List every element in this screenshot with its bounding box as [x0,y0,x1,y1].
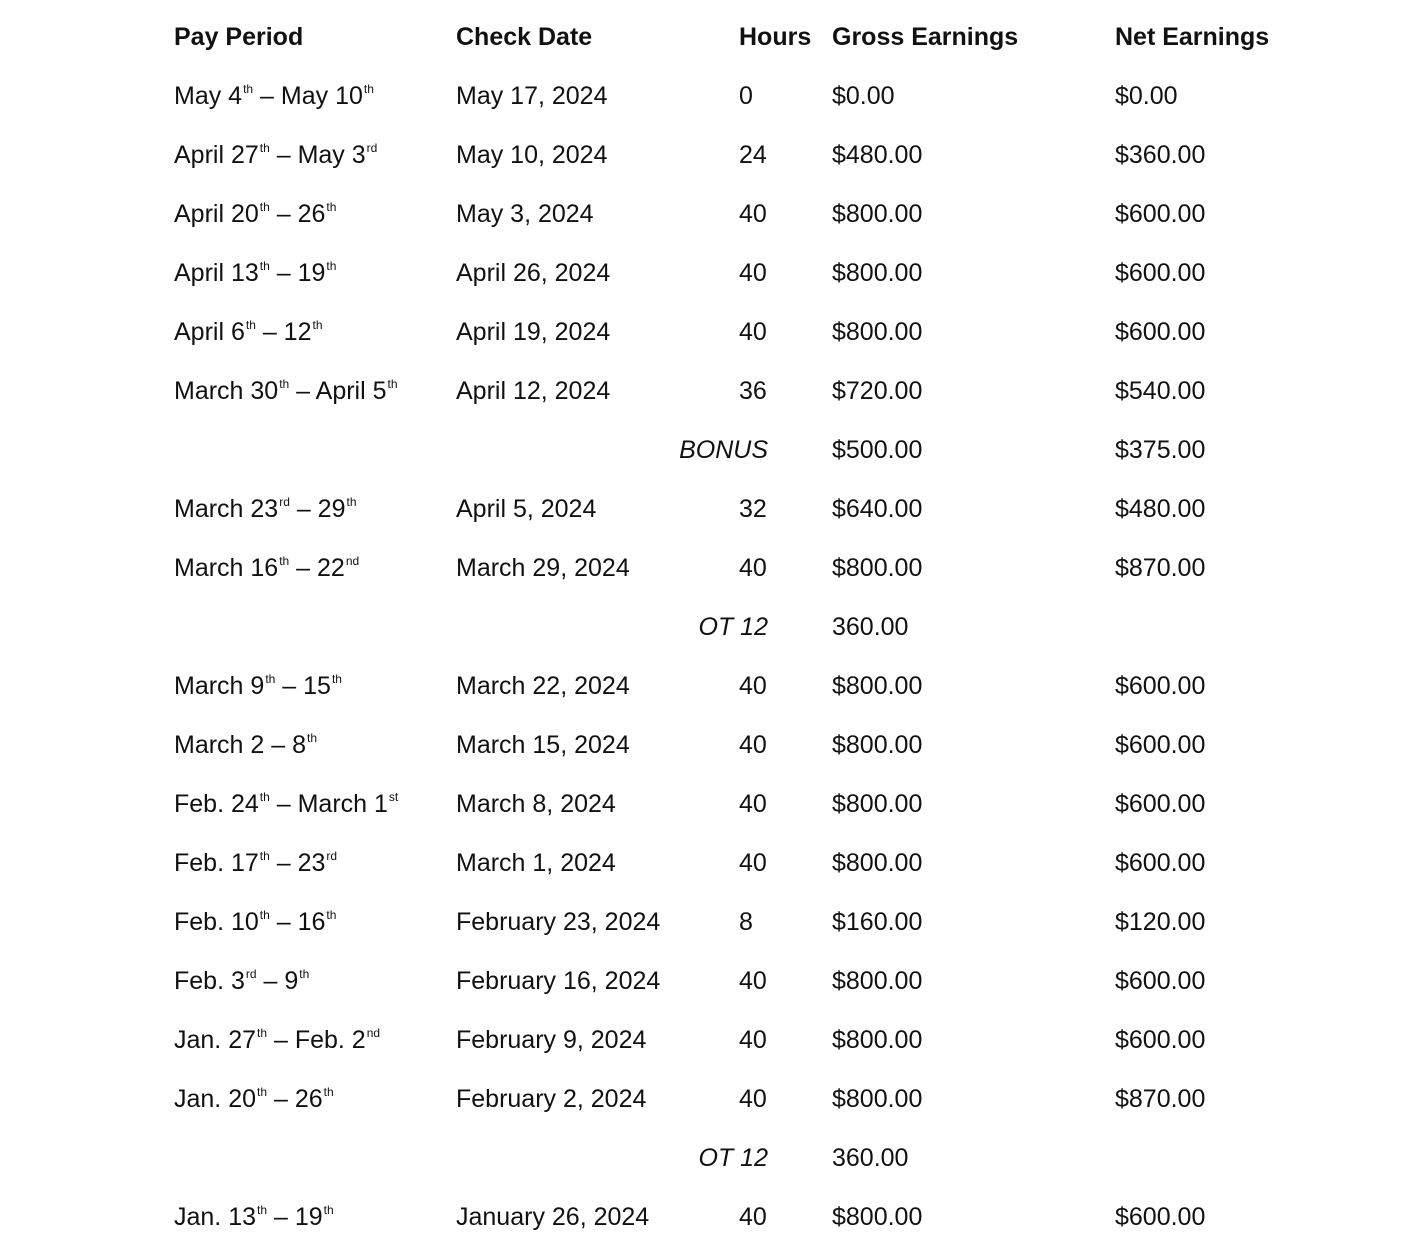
ordinal-suffix: th [245,318,256,332]
gross-earnings-cell: $0.00 [832,82,895,110]
table-row [0,1070,1404,1129]
net-earnings-cell: $870.00 [1115,1085,1206,1113]
table-row [0,775,1404,834]
hours-cell: 40 [739,849,767,877]
table-row [0,657,1404,716]
check-date-cell: March 15, 2024 [456,731,630,759]
net-earnings-cell: $540.00 [1115,377,1206,405]
gross-earnings-cell: $800.00 [832,1203,923,1231]
check-date-cell: May 3, 2024 [456,200,594,228]
check-date-cell: February 9, 2024 [456,1026,647,1054]
gross-earnings-cell: 360.00 [832,1144,909,1172]
ordinal-suffix: th [257,1026,268,1040]
header-hours: Hours [739,23,812,51]
gross-earnings-cell: 360.00 [832,613,909,641]
net-earnings-cell: $360.00 [1115,141,1206,169]
check-date-cell: May 17, 2024 [456,82,608,110]
check-date-cell: February 23, 2024 [456,908,661,936]
net-earnings-cell: $600.00 [1115,200,1206,228]
header-net-earnings: Net Earnings [1115,23,1270,51]
gross-earnings-cell: $500.00 [832,436,923,464]
ordinal-suffix: th [323,1203,334,1217]
gross-earnings-cell: $720.00 [832,377,923,405]
pay-period-cell: April 20th – 26th [174,200,337,228]
table-row [0,716,1404,775]
ordinal-suffix: th [259,790,270,804]
ordinal-suffix: th [257,1203,268,1217]
hours-cell: 32 [739,495,767,523]
ordinal-suffix: nd [345,554,360,568]
table-row [0,303,1404,362]
gross-earnings-cell: $800.00 [832,849,923,877]
gross-earnings-cell: $800.00 [832,1085,923,1113]
net-earnings-cell: $600.00 [1115,849,1206,877]
net-earnings-cell: $120.00 [1115,908,1206,936]
pay-period-cell: Feb. 24th – March 1st [174,790,399,818]
hours-cell: 0 [739,82,753,110]
pay-period-cell: April 27th – May 3rd [174,141,378,169]
ordinal-suffix: th [326,908,337,922]
hours-cell: 36 [739,377,767,405]
gross-earnings-cell: $480.00 [832,141,923,169]
check-date-cell: February 2, 2024 [456,1085,647,1113]
gross-earnings-cell: $160.00 [832,908,923,936]
gross-earnings-cell: $800.00 [832,554,923,582]
net-earnings-cell: $600.00 [1115,259,1206,287]
ordinal-suffix: rd [326,849,338,863]
net-earnings-cell: $600.00 [1115,790,1206,818]
table-row-extra [0,1129,1404,1188]
pay-period-cell: Feb. 3rd – 9th [174,967,310,995]
pay-period-cell: April 6th – 12th [174,318,323,346]
ordinal-suffix: th [326,259,337,273]
hours-cell: 40 [739,554,767,582]
net-earnings-cell: $480.00 [1115,495,1206,523]
ordinal-suffix: th [363,82,374,96]
header-pay-period: Pay Period [174,23,304,51]
hours-cell: 40 [739,672,767,700]
ordinal-suffix: th [346,495,357,509]
ordinal-suffix: nd [366,1026,381,1040]
ordinal-suffix: th [326,200,337,214]
hours-cell: 40 [739,200,767,228]
table-row [0,1188,1404,1247]
ordinal-suffix: th [299,967,310,981]
net-earnings-cell: $870.00 [1115,554,1206,582]
hours-cell: 24 [739,141,767,169]
pay-period-cell: Jan. 27th – Feb. 2nd [174,1026,381,1054]
hours-cell: 40 [739,967,767,995]
net-earnings-cell: $600.00 [1115,1203,1206,1231]
pay-period-cell: Feb. 10th – 16th [174,908,337,936]
check-date-cell: March 29, 2024 [456,554,630,582]
gross-earnings-cell: $800.00 [832,200,923,228]
ordinal-suffix: th [331,672,342,686]
table-row [0,1011,1404,1070]
hours-cell: 40 [739,1026,767,1054]
ordinal-suffix: rd [279,495,290,509]
ordinal-suffix: th [243,82,254,96]
ordinal-suffix: th [387,377,398,391]
pay-period-cell: March 23rd – 29th [174,495,357,523]
ordinal-suffix: th [307,731,318,745]
extra-pay-label: OT 12 [698,613,768,641]
ordinal-suffix: th [259,259,270,273]
check-date-cell: April 12, 2024 [456,377,611,405]
check-date-cell: March 1, 2024 [456,849,616,877]
ordinal-suffix: th [279,377,290,391]
header-check-date: Check Date [456,23,593,51]
ordinal-suffix: st [388,790,399,804]
check-date-cell: April 26, 2024 [456,259,611,287]
ordinal-suffix: th [265,672,276,686]
ordinal-suffix: th [259,849,270,863]
table-row [0,480,1404,539]
check-date-cell: April 19, 2024 [456,318,611,346]
hours-cell: 40 [739,1085,767,1113]
pay-period-cell: Jan. 20th – 26th [174,1085,334,1113]
ordinal-suffix: th [259,200,270,214]
pay-period-cell: May 4th – May 10th [174,82,374,110]
ordinal-suffix: th [257,1085,268,1099]
net-earnings-cell: $600.00 [1115,318,1206,346]
table-header [0,8,1404,67]
hours-cell: 40 [739,731,767,759]
table-row-extra [0,598,1404,657]
extra-pay-label: OT 12 [698,1144,768,1172]
extra-pay-label: BONUS [679,436,768,464]
hours-cell: 40 [739,259,767,287]
table-row [0,952,1404,1011]
check-date-cell: February 16, 2024 [456,967,661,995]
table-row-extra [0,421,1404,480]
gross-earnings-cell: $800.00 [832,318,923,346]
table-row [0,67,1404,126]
gross-earnings-cell: $800.00 [832,1026,923,1054]
pay-period-cell: March 9th – 15th [174,672,342,700]
hours-cell: 8 [739,908,753,936]
net-earnings-cell: $375.00 [1115,436,1206,464]
pay-period-cell: March 2 – 8th [174,731,318,759]
table-row [0,185,1404,244]
ordinal-suffix: th [259,908,270,922]
pay-period-cell: March 16th – 22nd [174,554,360,582]
ordinal-suffix: th [312,318,323,332]
table-row [0,893,1404,952]
pay-period-cell: April 13th – 19th [174,259,337,287]
hours-cell: 40 [739,1203,767,1231]
pay-period-cell: March 30th – April 5th [174,377,398,405]
table-row [0,539,1404,598]
check-date-cell: January 26, 2024 [456,1203,650,1231]
table-row [0,244,1404,303]
ordinal-suffix: th [279,554,290,568]
check-date-cell: March 8, 2024 [456,790,616,818]
hours-cell: 40 [739,318,767,346]
gross-earnings-cell: $640.00 [832,495,923,523]
check-date-cell: May 10, 2024 [456,141,608,169]
check-date-cell: March 22, 2024 [456,672,630,700]
net-earnings-cell: $0.00 [1115,82,1178,110]
table-row [0,362,1404,421]
table-row [0,126,1404,185]
net-earnings-cell: $600.00 [1115,672,1206,700]
net-earnings-cell: $600.00 [1115,1026,1206,1054]
header-gross-earnings: Gross Earnings [832,23,1019,51]
table-row [0,834,1404,893]
check-date-cell: April 5, 2024 [456,495,597,523]
ordinal-suffix: th [259,141,270,155]
net-earnings-cell: $600.00 [1115,967,1206,995]
hours-cell: 40 [739,790,767,818]
pay-period-cell: Jan. 13th – 19th [174,1203,334,1231]
gross-earnings-cell: $800.00 [832,259,923,287]
ordinal-suffix: rd [366,141,378,155]
gross-earnings-cell: $800.00 [832,731,923,759]
gross-earnings-cell: $800.00 [832,790,923,818]
gross-earnings-cell: $800.00 [832,672,923,700]
ordinal-suffix: th [323,1085,334,1099]
net-earnings-cell: $600.00 [1115,731,1206,759]
pay-period-cell: Feb. 17th – 23rd [174,849,338,877]
gross-earnings-cell: $800.00 [832,967,923,995]
ordinal-suffix: rd [245,967,257,981]
